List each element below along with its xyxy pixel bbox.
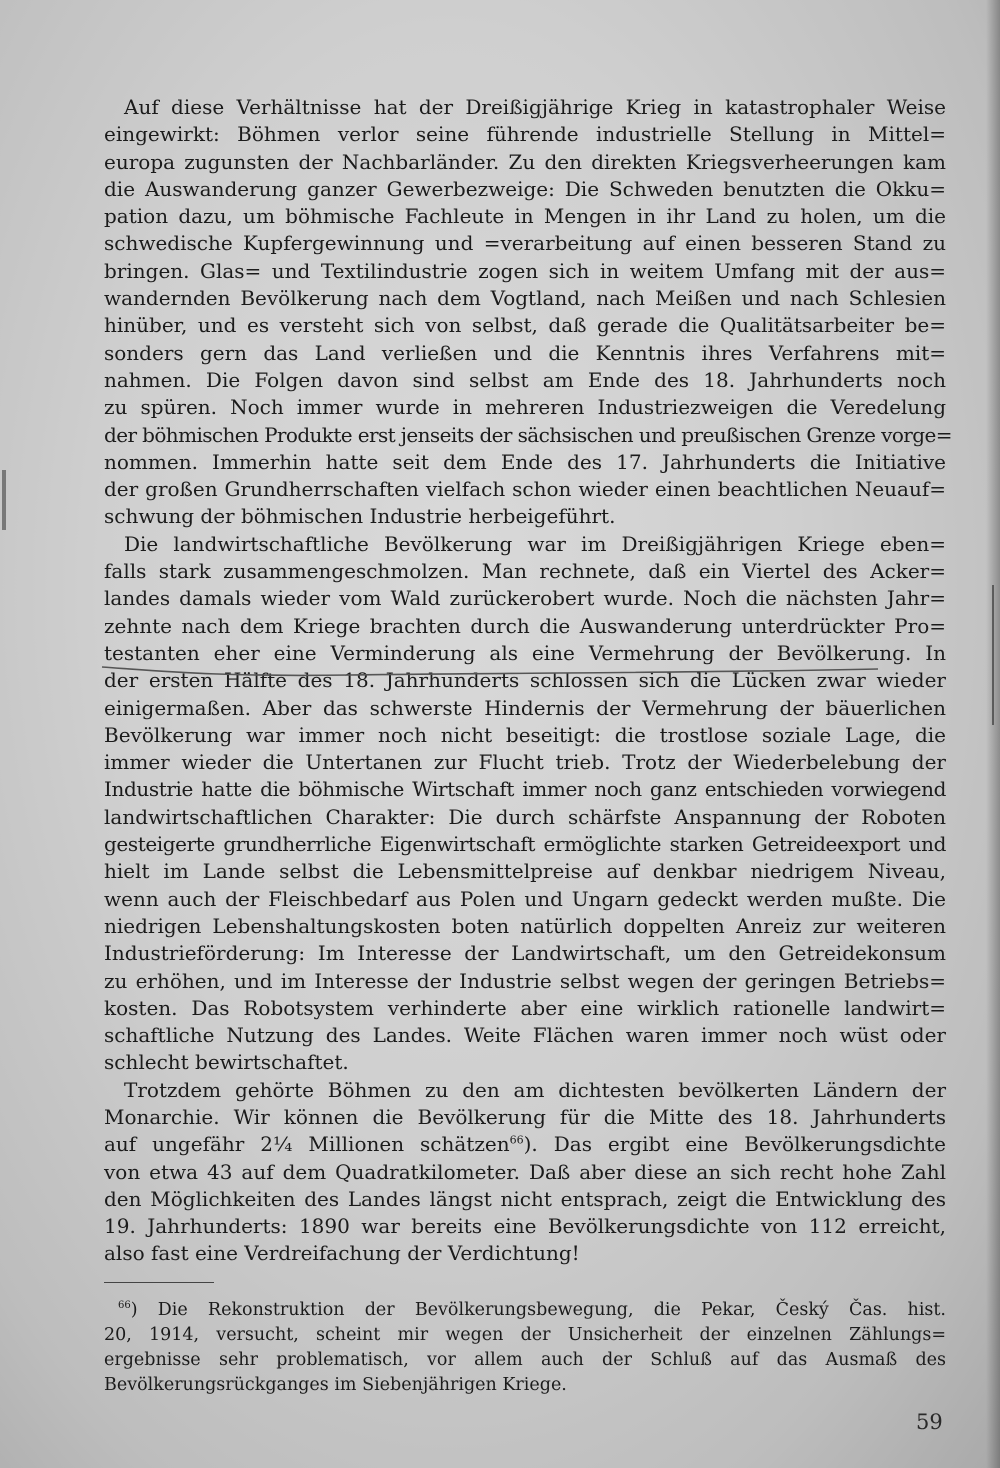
text-line: landes damals wieder vom Wald zurückerobert wurde. Noch die nächsten Jahr= xyxy=(104,586,946,611)
text-line: pation dazu, um böhmische Fachleute in Mengen in ihr Land zu holen, um die xyxy=(104,204,946,229)
text-line: europa zugunsten der Nachbarländer. Zu den direkten Kriegsverheerungen kam xyxy=(104,149,946,174)
text-line: immer wieder die Untertanen zur Flucht trieb. Trotz der Wiederbelebung der xyxy=(104,750,946,775)
text-line: bringen. Glas= und Textilindustrie zogen sich in weitem Umfang mit der aus= xyxy=(104,258,946,283)
footnote-line: Bevölkerungsrückganges im Siebenjährigen Kriege. xyxy=(104,1375,567,1395)
text-line: nommen. Immerhin hatte seit dem Ende des 17. Jahrhunderts die Initiative xyxy=(104,449,946,474)
text-line: Die landwirtschaftliche Bevölkerung war im Dreißigjährigen Kriege eben= xyxy=(124,531,946,556)
text-line: wenn auch der Fleischbedarf aus Polen und Ungarn gedeckt werden mußte. Die xyxy=(104,886,946,911)
footnote-reference[interactable]: 66 xyxy=(509,1133,524,1147)
text-line: schaftliche Nutzung des Landes. Weite Flächen waren immer noch wüst oder xyxy=(104,1023,946,1048)
text-line: wandernden Bevölkerung nach dem Vogtland, nach Meißen und nach Schlesien xyxy=(104,286,946,311)
text-line: Industrie hatte die böhmische Wirtschaft immer noch ganz entschieden vorwiegend xyxy=(104,777,946,802)
text-line: gesteigerte grundherrliche Eigenwirtschaft ermöglichte starken Getreideexport und xyxy=(104,832,946,857)
text-line-with-footnote xyxy=(104,1131,946,1158)
margin-pencil-mark xyxy=(992,585,994,725)
text-line: niedrigen Lebenshaltungskosten boten natürlich doppelten Anreiz zur weiteren xyxy=(104,913,946,938)
text-line: schwedische Kupfergewinnung und =verarbeitung auf einen besseren Stand zu xyxy=(104,231,946,256)
text-line: also fast eine Verdreifachung der Verdichtung! xyxy=(104,1241,580,1266)
text-line: der böhmischen Produkte erst jenseits der sächsischen und preußischen Grenze vorge= xyxy=(104,422,952,447)
text-line: eingewirkt: Böhmen verlor seine führende industrielle Stellung in Mittel= xyxy=(104,122,946,147)
text-line: zu erhöhen, und im Interesse der Industrie selbst wegen der geringen Betriebs= xyxy=(104,968,946,993)
footnote-line xyxy=(104,1298,946,1323)
text-line: Bevölkerung war immer noch nicht beseitigt: die trostlose soziale Lage, die xyxy=(104,722,946,747)
text-line: testanten eher eine Verminderung als eine Vermehrung der Bevölkerung. In xyxy=(104,640,946,665)
text-line: falls stark zusammengeschmolzen. Man rechnete, daß ein Viertel des Acker= xyxy=(104,559,946,584)
text-segment: auf ungefähr 2¼ Millionen schätzen xyxy=(104,1132,510,1157)
text-line: sonders gern das Land verließen und die Kenntnis ihres Verfahrens mit= xyxy=(104,340,946,365)
text-line: Auf diese Verhältnisse hat der Dreißigjährige Krieg in katastrophaler Weise xyxy=(124,95,946,119)
text-line: zu spüren. Noch immer wurde in mehreren Industriezweigen die Veredelung xyxy=(104,395,946,420)
text-line: zehnte nach dem Kriege brachten durch die Auswanderung unterdrückter Pro= xyxy=(104,613,946,638)
body-text xyxy=(104,94,952,1268)
text-line: Monarchie. Wir können die Bevölkerung für die Mitte des 18. Jahrhunderts xyxy=(104,1104,946,1129)
page-number: 59 xyxy=(916,1410,943,1434)
text-line: schwung der böhmischen Industrie herbeigeführt. xyxy=(104,504,616,529)
text-line: hinüber, und es versteht sich von selbst, daß gerade die Qualitätsarbeiter be= xyxy=(104,313,946,338)
text-line: nahmen. Die Folgen davon sind selbst am Ende des 18. Jahrhunderts noch xyxy=(104,367,946,392)
text-line: den Möglichkeiten des Landes längst nicht entsprach, zeigt die Entwicklung des xyxy=(104,1186,946,1211)
text-line: schlecht bewirtschaftet. xyxy=(104,1050,349,1075)
footnote-line: 20, 1914, versucht, scheint mir wegen der Unsicherheit der einzelnen Zählungs= xyxy=(104,1325,946,1345)
text-line: von etwa 43 auf dem Quadratkilometer. Daß aber diese an sich recht hohe Zahl xyxy=(104,1159,946,1184)
text-line: hielt im Lande selbst die Lebensmittelpreise auf denkbar niedrigem Niveau, xyxy=(104,859,946,884)
text-line: Industrieförderung: Im Interesse der Landwirtschaft, um den Getreidekonsum xyxy=(104,941,946,966)
page-edge-shadow xyxy=(986,0,1000,1468)
text-line: kosten. Das Robotsystem verhinderte aber eine wirklich rationelle landwirt= xyxy=(104,995,946,1020)
paragraph-2 xyxy=(104,531,946,1077)
footnote-text: ) Die Rekonstruktion der Bevölkerungsbewegung, die Pekar, Český Čas. hist. xyxy=(130,1300,946,1320)
text-segment: ). Das ergibt eine Bevölkerungsdichte xyxy=(523,1132,946,1157)
text-line: 19. Jahrhunderts: 1890 war bereits eine Bevölkerungsdichte von 112 erreicht, xyxy=(104,1214,946,1239)
footnote-66 xyxy=(104,1298,946,1398)
text-line: der großen Grundherrschaften vielfach schon wieder einen beachtlichen Neuauf= xyxy=(104,477,946,502)
text-line: die Auswanderung ganzer Gewerbezweige: Die Schweden benutzten die Okku= xyxy=(104,176,946,201)
footnote-line: ergebnisse sehr problematisch, vor allem auch der Schluß auf das Ausmaß des xyxy=(104,1350,946,1370)
paragraph-3 xyxy=(104,1077,946,1268)
footnote-number: 66 xyxy=(118,1300,131,1312)
text-line: der ersten Hälfte des 18. Jahrhunderts schlossen sich die Lücken zwar wieder xyxy=(104,668,946,693)
text-line: einigermaßen. Aber das schwerste Hindernis der Vermehrung der bäuerlichen xyxy=(104,695,946,720)
paragraph-1 xyxy=(104,94,952,531)
footnote-divider xyxy=(104,1282,214,1283)
text-line: landwirtschaftlichen Charakter: Die durch schärfste Anspannung der Roboten xyxy=(104,804,946,829)
text-line: Trotzdem gehörte Böhmen zu den am dichtesten bevölkerten Ländern der xyxy=(124,1077,946,1102)
left-margin-mark xyxy=(2,470,6,530)
